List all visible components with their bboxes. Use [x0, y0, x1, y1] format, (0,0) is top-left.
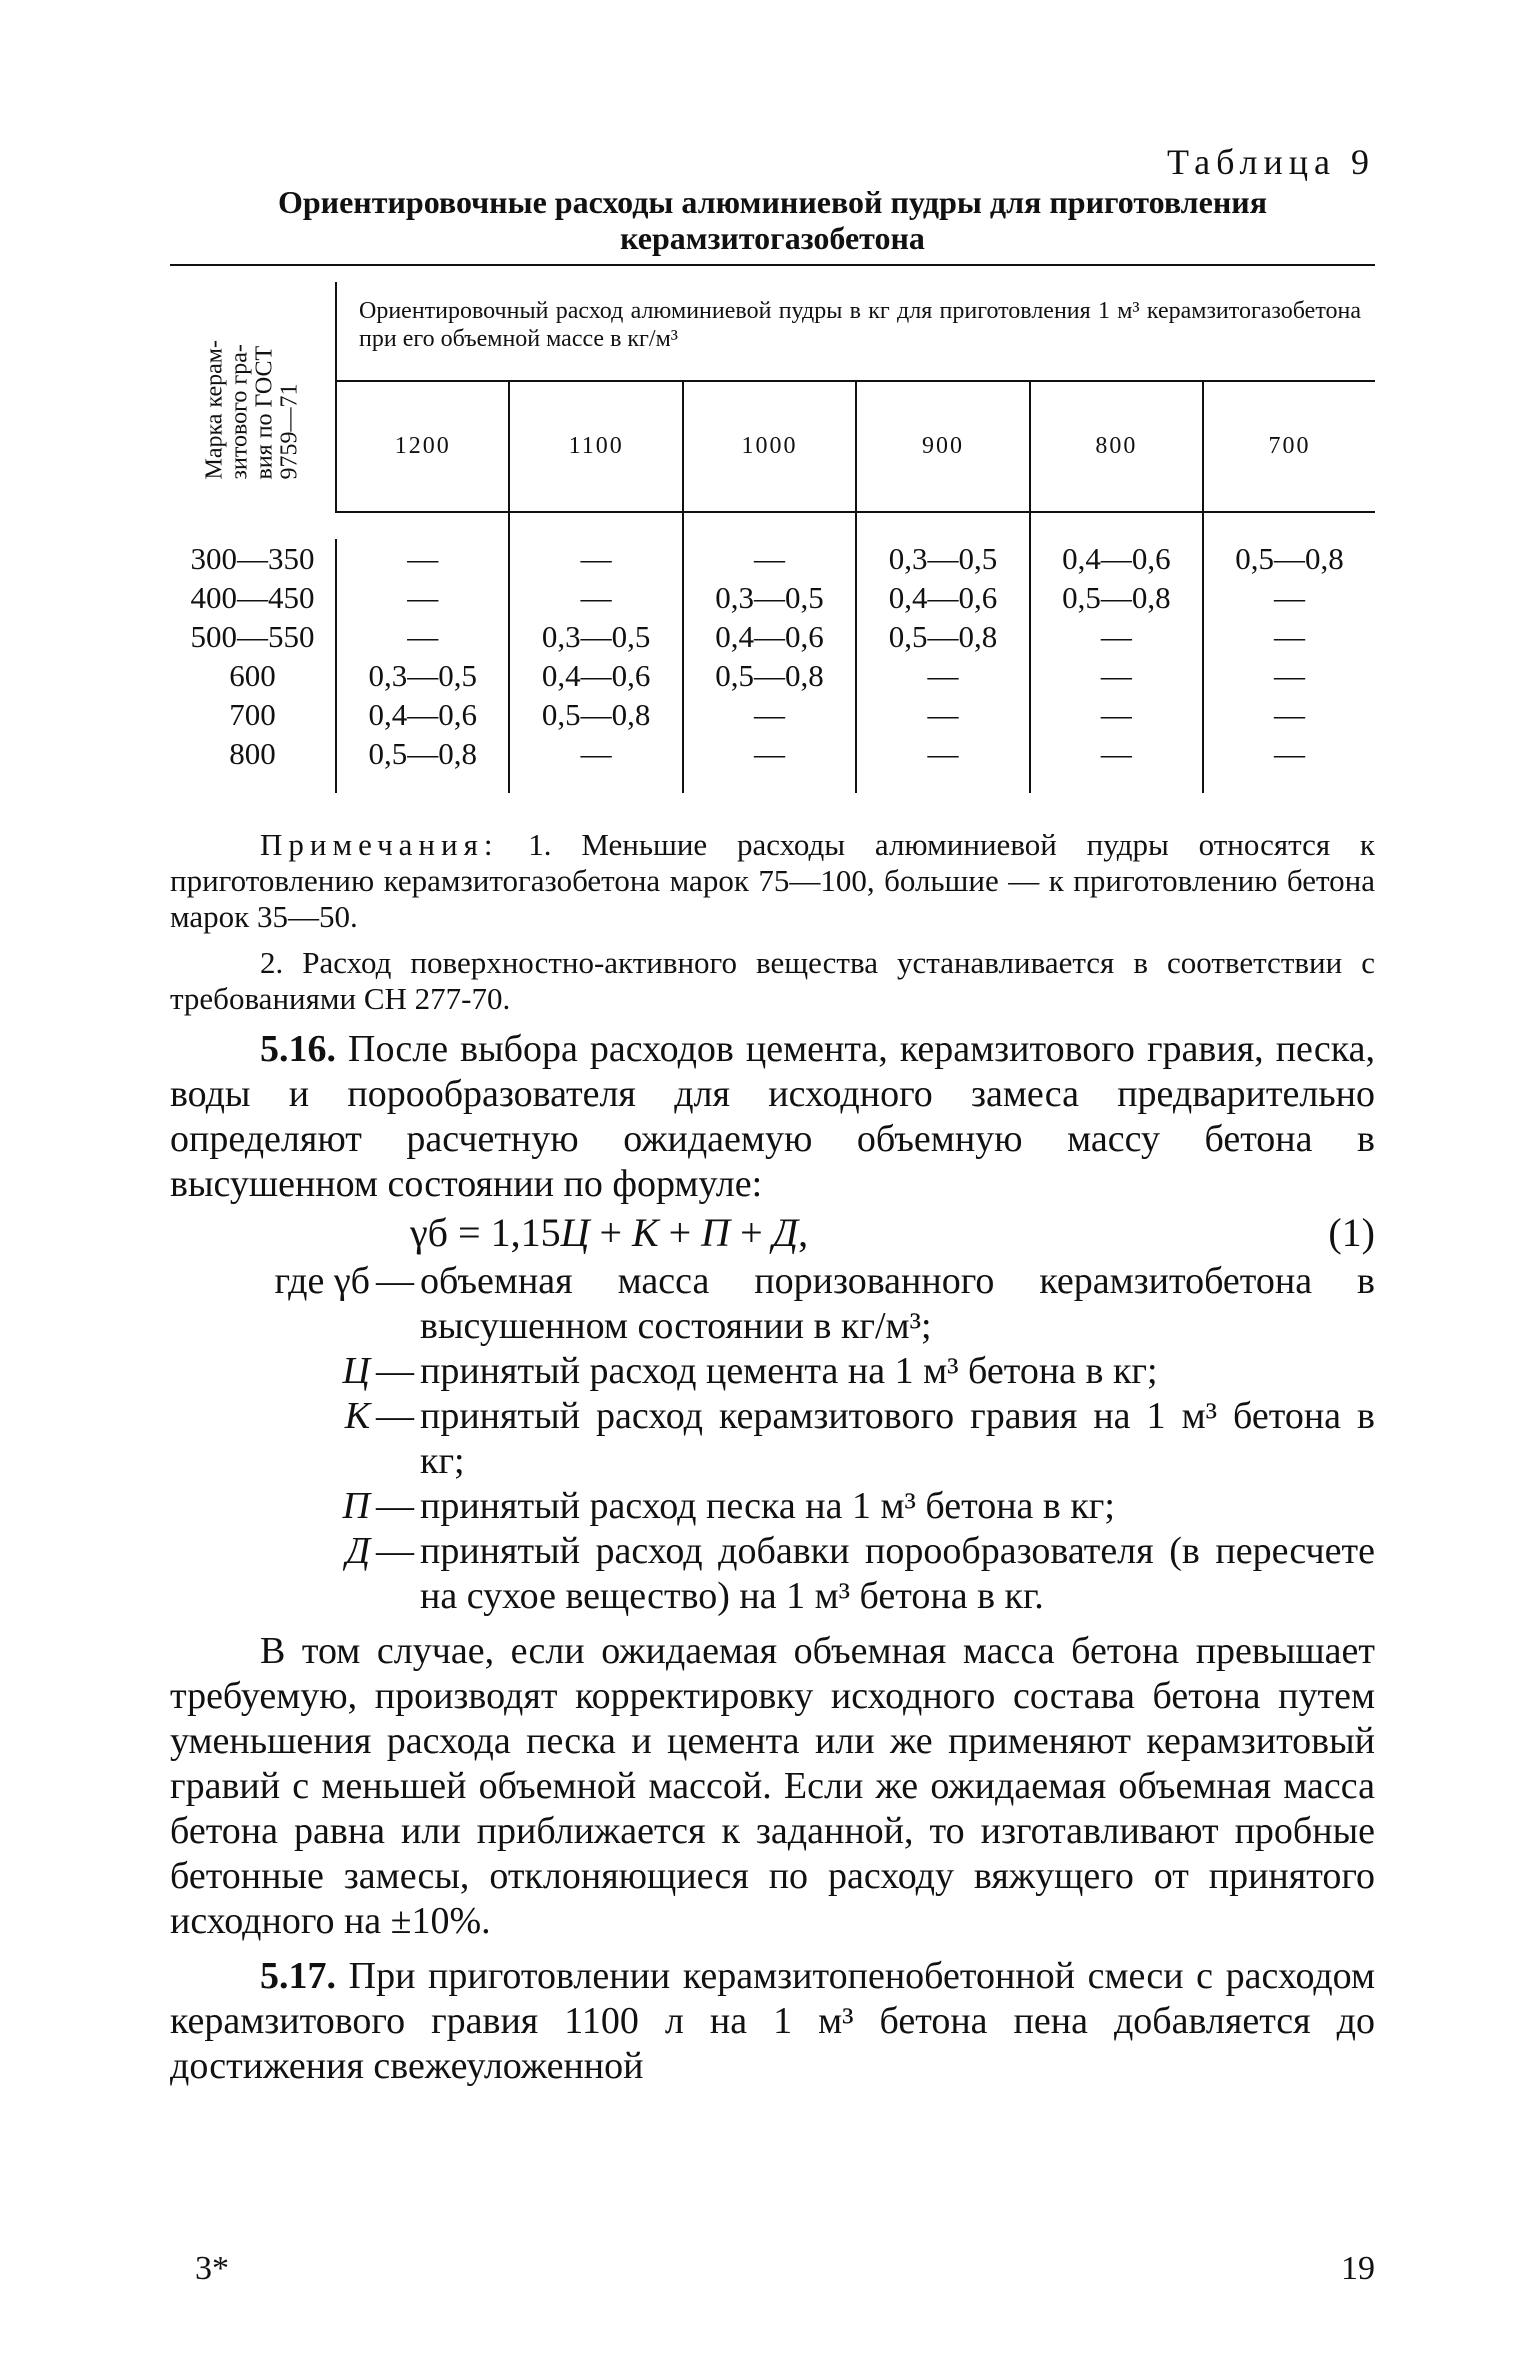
- formula-1: [170, 1209, 1375, 1259]
- definition-text: принятый расход цемента на 1 м³ бетона в кг;: [420, 1350, 1158, 1392]
- table-title-line-1: Ориентировочные расходы алюминиевой пудры для приготовления: [277, 184, 1268, 220]
- definition-item: [170, 1529, 1375, 1619]
- formula-term-p: П: [701, 1210, 731, 1255]
- grade-cell: 300—350: [170, 539, 336, 578]
- table-row: [170, 695, 1375, 734]
- value-cell: —: [683, 539, 856, 578]
- grade-cell: 600: [170, 656, 336, 695]
- value-cell: —: [509, 539, 682, 578]
- value-cell: 0,5—0,8: [1235, 541, 1344, 576]
- value-cell: —: [1030, 734, 1203, 793]
- mass-header-row: [170, 381, 1375, 512]
- value-cell: 0,5—0,8: [509, 695, 682, 734]
- definition-text: принятый расход керамзитового гравия на 1 м³ бетона в кг;: [420, 1395, 1375, 1482]
- table-label: Таблица 9: [1167, 142, 1375, 182]
- aluminum-powder-table: [170, 282, 1375, 793]
- table-row: [170, 539, 1375, 578]
- formula-lhs: γб = 1,15: [410, 1210, 561, 1255]
- value-cell: —: [1030, 656, 1203, 695]
- table-top-rule: [170, 264, 1375, 266]
- formula-plus: +: [589, 1210, 633, 1255]
- note-1: 1. Меньшие расходы алюминиевой пудры относятся к приготовлению керамзитогазобетона марок 75—100, большие — к приготовлению бетона марок 35—50.: [170, 827, 1375, 934]
- value-cell: 0,5—0,8: [1030, 578, 1203, 617]
- formula-term-c: Ц: [560, 1210, 590, 1255]
- formula-term-k: К: [632, 1210, 659, 1255]
- value-cell: —: [856, 734, 1029, 793]
- definition-dash: —: [376, 1350, 414, 1392]
- value-cell: —: [1030, 617, 1203, 656]
- value-cell: —: [683, 734, 856, 793]
- formula-term-d: Д: [772, 1210, 799, 1255]
- table-title: [170, 184, 1375, 256]
- value-cell: —: [336, 617, 509, 656]
- section-5-16: [170, 1027, 1375, 1207]
- grade-cell: 800: [170, 734, 336, 793]
- formula-expression: [410, 1209, 808, 1257]
- definition-dash: —: [376, 1485, 414, 1527]
- value-cell: —: [856, 695, 1029, 734]
- value-cell: —: [683, 695, 856, 734]
- value-cell: 0,4—0,6: [683, 617, 856, 656]
- value-cell: —: [336, 578, 509, 617]
- grade-cell: 400—450: [170, 578, 336, 617]
- mass-header: 1000: [683, 381, 856, 512]
- value-cell: —: [1274, 619, 1306, 654]
- value-cell: 0,4—0,6: [336, 695, 509, 734]
- section-number: 5.16.: [260, 1028, 336, 1070]
- value-cell: 0,5—0,8: [336, 734, 509, 793]
- formula-tail: ,: [798, 1210, 809, 1255]
- value-cell: 0,5—0,8: [856, 617, 1029, 656]
- first-column-header: [170, 282, 336, 512]
- value-cell: 0,4—0,6: [509, 656, 682, 695]
- section-5-17: [170, 1954, 1375, 2089]
- value-cell: —: [1030, 695, 1203, 734]
- table-row: [170, 656, 1375, 695]
- section-text: После выбора расходов цемента, керамзитового гравия, песка, воды и порообразователя для исходного замеса предварительно определяют расчетную ожидаемую объемную массу бетона в высушенном состоянии по формуле:: [170, 1028, 1375, 1205]
- definition-item: [170, 1259, 1375, 1349]
- value-cell: —: [1274, 580, 1306, 615]
- note-2: 2. Расход поверхностно-активного вещества устанавливается в соответствии с требованиями СН 277-70.: [170, 945, 1375, 1016]
- value-cell: 0,3—0,5: [509, 617, 682, 656]
- table-title-line-2: керамзитогазобетона: [620, 220, 925, 256]
- formula-plus: +: [730, 1210, 773, 1255]
- value-cell: —: [509, 578, 682, 617]
- definition-symbol: П: [342, 1485, 370, 1527]
- definition-symbol: К: [344, 1395, 370, 1437]
- table-row: [170, 734, 1375, 793]
- value-cell: —: [336, 539, 509, 578]
- mass-header: 700: [1203, 381, 1375, 512]
- grade-cell: 700: [170, 695, 336, 734]
- definition-symbol: Д: [345, 1530, 370, 1572]
- definition-text: объемная масса поризованного керамзитобетона в высушенном состоянии в кг/м³;: [420, 1260, 1375, 1347]
- section-text: При приготовлении керамзитопенобетонной смеси с расходом керамзитового гравия 1100 л на 1 м³ бетона пена добавляется до достижения свежеуложенной: [170, 1955, 1376, 2087]
- definition-text: принятый расход песка на 1 м³ бетона в кг;: [420, 1485, 1115, 1527]
- notes-label: Примечания:: [260, 827, 499, 862]
- definition-item: [170, 1394, 1375, 1484]
- definition-symbol: где γб: [274, 1260, 370, 1302]
- definition-item: [170, 1484, 1375, 1529]
- value-cell: 0,4—0,6: [856, 578, 1029, 617]
- value-cell: —: [1274, 736, 1306, 771]
- value-cell: —: [509, 734, 682, 793]
- section-number: 5.17.: [260, 1955, 336, 1997]
- table-row: [170, 617, 1375, 656]
- definition-dash: —: [376, 1395, 414, 1437]
- paragraph-text: В том случае, если ожидаемая объемная масса бетона превышает требуемую, производят корректировку исходного состава бетона путем уменьшения расхода песка и цемента или же применяют керамзитовый гравий с меньшей объемной массой. Если же ожидаемая объемная масса бетона равна или приближается к заданной, то изготавливают пробные бетонные замесы, отклоняющиеся по расходу вяжущего от принятого исходного на ±10%.: [170, 1630, 1375, 1942]
- value-cell: —: [856, 656, 1029, 695]
- value-cell: 0,4—0,6: [1030, 539, 1203, 578]
- table-gap-row: [170, 512, 1375, 539]
- formula-plus: +: [658, 1210, 702, 1255]
- grade-cell: 500—550: [170, 617, 336, 656]
- page-number: 19: [1341, 2250, 1375, 2287]
- formula-definitions: [170, 1259, 1375, 1619]
- mass-header: 1100: [509, 381, 682, 512]
- first-column-header-text: Марка керам- зитового гра- вия по ГОСТ 9759—71: [201, 340, 303, 480]
- value-cell: 0,3—0,5: [336, 656, 509, 695]
- value-cell: —: [1274, 697, 1306, 732]
- mass-header: 900: [856, 381, 1029, 512]
- group-header: Ориентировочный расход алюминиевой пудры в кг для приготовления 1 м³ керамзитогазобетона при его объемной массе в кг/м³: [336, 282, 1375, 381]
- definition-symbol: Ц: [342, 1350, 370, 1392]
- definition-dash: —: [376, 1530, 414, 1572]
- mass-header: 1200: [336, 381, 509, 512]
- definition-dash: —: [376, 1260, 414, 1302]
- definition-item: [170, 1349, 1375, 1394]
- page: [170, 140, 1375, 2089]
- value-cell: 0,3—0,5: [683, 578, 856, 617]
- table-row: [170, 578, 1375, 617]
- table-notes: [170, 827, 1375, 1017]
- definition-text: принятый расход добавки порообразователя (в пересчете на сухое вещество) на 1 м³ бетона в кг.: [420, 1530, 1375, 1617]
- paragraph-correction: [170, 1629, 1375, 1944]
- value-cell: —: [1274, 658, 1306, 693]
- value-cell: 0,3—0,5: [856, 539, 1029, 578]
- signature-mark: 3*: [195, 2250, 229, 2287]
- mass-header: 800: [1030, 381, 1203, 512]
- equation-number: (1): [1328, 1210, 1375, 1255]
- value-cell: 0,5—0,8: [683, 656, 856, 695]
